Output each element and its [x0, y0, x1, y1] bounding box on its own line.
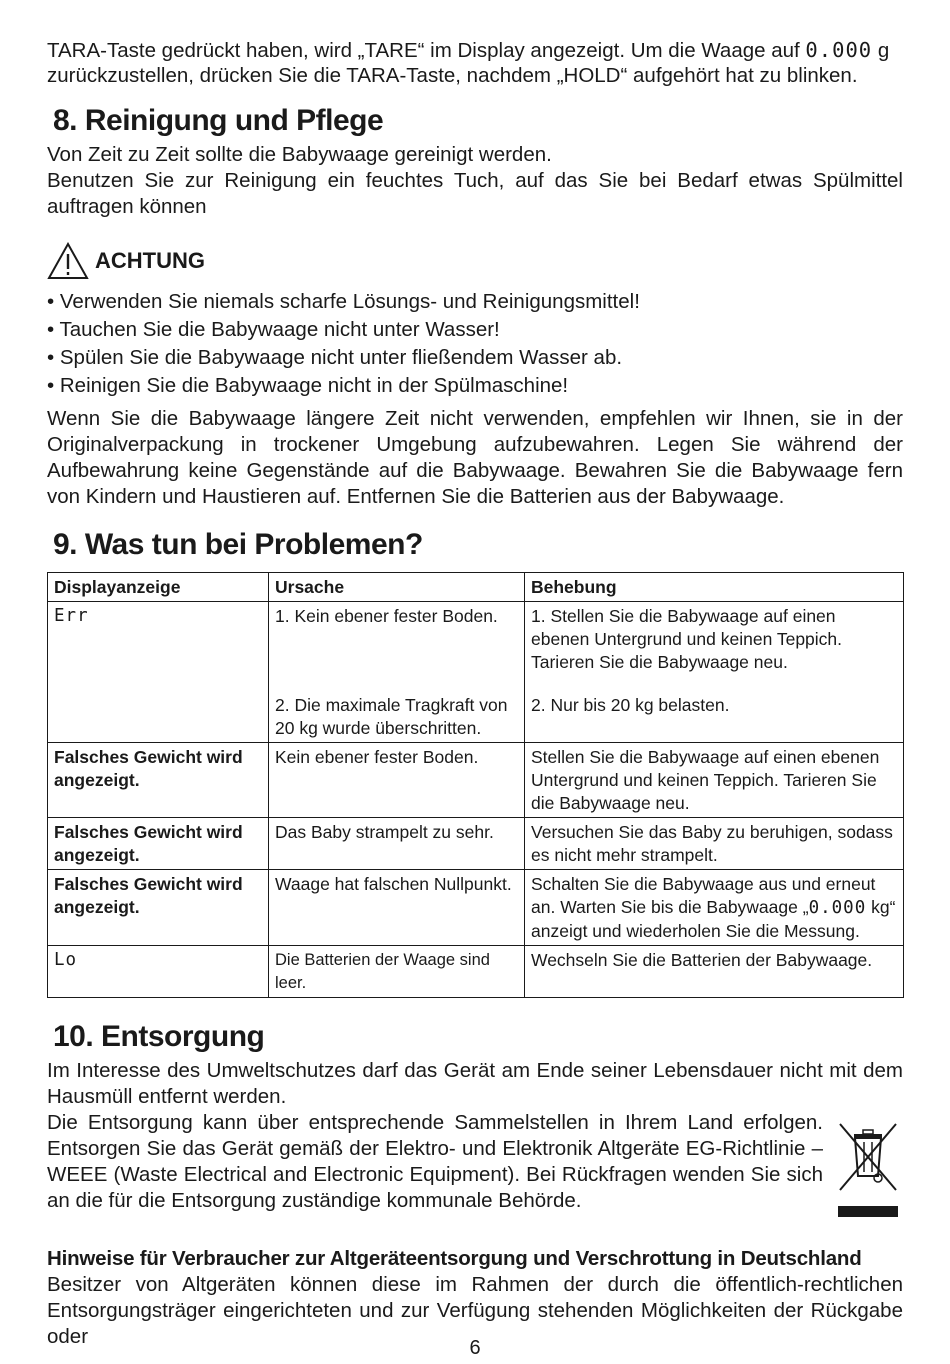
table-row	[48, 743, 904, 818]
table-row	[48, 870, 904, 946]
disposal-block	[47, 1110, 903, 1220]
fix-cell: Versuchen Sie das Baby zu beruhigen, sodass es nicht mehr strampelt.	[525, 818, 904, 870]
lcd-zero-reading: 0.000	[805, 38, 873, 62]
table-header-row	[48, 573, 904, 602]
fix-cell	[525, 602, 904, 743]
disposal-paragraph-2: Die Entsorgung kann über entsprechende Sammelstellen in Ihrem Land erfolgen. Entsorgen Sie das Gerät gemäß der Elektro- und Elektronik Altgeräte EG-Richtlinie – WEEE (Waste Electrical and Electronic Equipment). Bei Rückfragen wenden Sie sich an die für die Entsorgung zuständige kommunale Behörde.	[47, 1111, 823, 1212]
display-code-lo: Lo	[48, 946, 269, 998]
cause-cell: Die Batterien der Waage sind leer.	[269, 946, 525, 998]
warning-header	[47, 242, 903, 280]
warning-item: • Spülen Sie die Babywaage nicht unter fließendem Wasser ab.	[47, 346, 623, 369]
table-row	[48, 946, 904, 998]
fix-cell: Wechseln Sie die Batterien der Babywaage.	[525, 946, 904, 998]
warning-item: • Tauchen Sie die Babywaage nicht unter Wasser!	[47, 318, 500, 341]
cause-cell: Waage hat falschen Nullpunkt.	[269, 870, 525, 946]
disposal-paragraph-1: Im Interesse des Umweltschutzes darf das Gerät am Ende seiner Lebensdauer nicht mit dem Hausmüll entfernt werden.	[47, 1059, 903, 1108]
intro-line1-unit: g	[872, 39, 890, 62]
warning-triangle-icon	[47, 242, 89, 280]
section-8-heading: 8. Reinigung und Pflege	[53, 104, 384, 137]
section-9-heading: 9. Was tun bei Problemen?	[53, 528, 423, 561]
cause-item: 1. Kein ebener fester Boden.	[275, 606, 498, 626]
warning-item: • Verwenden Sie niemals scharfe Lösungs- und Reinigungsmittel!	[47, 290, 640, 313]
intro-paragraph	[47, 38, 903, 88]
header-cause: Ursache	[269, 573, 525, 602]
germany-notice-heading: Hinweise für Verbraucher zur Altgeräteentsorgung und Verschrottung in Deutschland	[47, 1247, 862, 1270]
display-cell: Falsches Gewicht wird angezeigt.	[48, 743, 269, 818]
fix-text-end: kg“ anzeigt und wiederholen Sie die Messung.	[531, 897, 896, 941]
germany-notice-text: Besitzer von Altgeräten können diese im Rahmen der durch die öffentlich-rechtlichen Entsorgungsträger eingerichteten und zur Verfügung stehenden Möglichkeiten der Rückgabe oder	[47, 1273, 903, 1348]
fix-item: 2. Nur bis 20 kg belasten.	[531, 695, 730, 715]
intro-line2-text: zurückzustellen, drücken Sie die TARA-Taste, nachdem „HOLD“ aufgehört hat zu blinken.	[47, 64, 858, 87]
fix-cell: Stellen Sie die Babywaage auf einen ebenen Untergrund und keinen Teppich. Tarieren Sie die Babywaage neu.	[525, 743, 904, 818]
warning-item: • Reinigen Sie die Babywaage nicht in der Spülmaschine!	[47, 374, 569, 397]
table-row	[48, 602, 904, 743]
display-cell: Falsches Gewicht wird angezeigt.	[48, 818, 269, 870]
cleaning-paragraph-1: Von Zeit zu Zeit sollte die Babywaage gereinigt werden.	[47, 143, 552, 166]
manual-page	[47, 38, 903, 1350]
storage-paragraph: Wenn Sie die Babywaage längere Zeit nicht verwenden, empfehlen wir Ihnen, sie in der Originalverpackung in trockener Umgebung aufzubewahren. Legen Sie während der Aufbewahrung keine Gegenstände auf die Babywaage. Bewahren Sie die Babywaage fern von Kindern und Haustieren auf. Entfernen Sie die Batterien aus der Babywaage.	[47, 407, 903, 508]
warning-label: ACHTUNG	[95, 248, 205, 273]
cause-cell: Kein ebener fester Boden.	[269, 743, 525, 818]
cause-cell: Das Baby strampelt zu sehr.	[269, 818, 525, 870]
fix-text: Schalten Sie die Babywaage aus und erneut an. Warten Sie bis die Babywaage „	[531, 874, 876, 917]
cause-cell	[269, 602, 525, 743]
display-cell: Falsches Gewicht wird angezeigt.	[48, 870, 269, 946]
intro-line1-text: TARA-Taste gedrückt haben, wird „TARE“ im Display angezeigt. Um die Waage auf	[47, 39, 806, 62]
header-display: Displayanzeige	[48, 573, 269, 602]
warning-list	[47, 288, 903, 400]
troubleshooting-table	[47, 572, 904, 998]
fix-cell	[525, 870, 904, 946]
page-number: 6	[469, 1337, 481, 1359]
crossed-out-bin-icon	[833, 1120, 903, 1220]
header-fix: Behebung	[525, 573, 904, 602]
section-10-heading: 10. Entsorgung	[53, 1020, 265, 1053]
cleaning-paragraph-2: Benutzen Sie zur Reinigung ein feuchtes Tuch, auf das Sie bei Bedarf etwas Spülmittel auftragen können	[47, 169, 903, 218]
table-row	[48, 818, 904, 870]
display-code-err: Err	[48, 602, 269, 743]
fix-item: 1. Stellen Sie die Babywaage auf einen ebenen Untergrund und keinen Teppich. Tarieren Sie die Babywaage neu.	[531, 606, 843, 672]
lcd-zero-reading: 0.000	[808, 898, 867, 918]
cause-item: 2. Die maximale Tragkraft von 20 kg wurde überschritten.	[275, 695, 508, 738]
